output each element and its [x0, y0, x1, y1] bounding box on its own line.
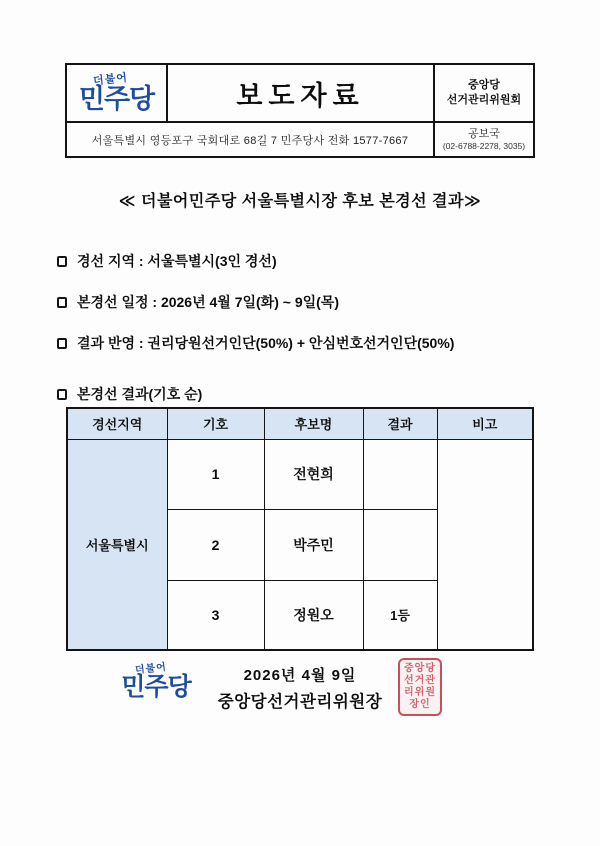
address-label: 서울특별시 영등포구 국회대로 68길 7 민주당사 전화 1577-7667 — [91, 134, 409, 147]
bullet-text: 본경선 결과(기호 순) — [77, 386, 203, 402]
result-cell — [363, 439, 437, 509]
press-release-title: 보도자료 — [236, 80, 365, 111]
footer-date: 2026년 4월 9일 — [243, 667, 357, 684]
number-cell: 2 — [167, 509, 264, 580]
square-bullet-icon — [57, 338, 67, 349]
party-logo-cell — [66, 64, 167, 122]
column-header-note: 비고 — [437, 408, 533, 439]
results-table — [66, 407, 534, 651]
letterhead-table — [65, 63, 535, 158]
footer-signature-block — [205, 664, 395, 712]
bullet-item-region — [57, 251, 277, 271]
seal-text-line: 리위원 — [404, 687, 436, 698]
footer-party-logo-main-label: 민주당 — [121, 673, 191, 701]
bullet-text: 본경선 일정 : 2026년 4월 7일(화) ~ 9일(목) — [77, 294, 339, 310]
committee-cell — [434, 64, 534, 122]
bureau-cell — [434, 122, 534, 157]
column-header-result: 결과 — [363, 408, 437, 439]
document-title: ≪ 더불어민주당 서울특별시장 후보 본경선 결과≫ — [118, 193, 482, 210]
committee-line2: 선거관리위원회 — [446, 94, 522, 106]
party-logo — [78, 71, 155, 114]
region-cell: 서울특별시 — [67, 439, 167, 650]
note-cell — [437, 439, 533, 650]
press-release-title-cell — [167, 64, 434, 122]
official-seal — [398, 658, 442, 716]
column-header-number: 기호 — [167, 408, 264, 439]
table-row — [67, 439, 533, 509]
seal-text-line: 선거관 — [404, 675, 436, 686]
candidate-cell: 정원오 — [264, 580, 363, 650]
candidate-cell: 박주민 — [264, 509, 363, 580]
column-header-region: 경선지역 — [67, 408, 167, 439]
square-bullet-icon — [57, 389, 67, 400]
number-cell: 1 — [167, 439, 264, 509]
address-cell — [66, 122, 434, 157]
seal-text-line: 중앙당 — [404, 663, 436, 674]
party-logo-main-label: 민주당 — [78, 83, 155, 114]
seal-text-line: 장인 — [409, 699, 431, 710]
bullet-item-schedule — [57, 292, 339, 312]
bureau-phone-label: (02-6788-2278, 3035) — [442, 141, 526, 152]
bureau-name-label: 공보국 — [468, 127, 500, 140]
result-cell — [363, 509, 437, 580]
candidate-cell: 전현희 — [264, 439, 363, 509]
column-header-candidate: 후보명 — [264, 408, 363, 439]
result-cell: 1등 — [363, 580, 437, 650]
committee-label — [435, 78, 533, 108]
footer-party-logo-top-label: 더불어 — [134, 661, 168, 677]
square-bullet-icon — [57, 256, 67, 267]
bullet-text: 경선 지역 : 서울특별시(3인 경선) — [77, 253, 277, 269]
committee-line1: 중앙당 — [468, 79, 500, 92]
square-bullet-icon — [57, 297, 67, 308]
footer-party-logo — [114, 661, 198, 701]
bullet-item-method — [57, 333, 454, 353]
party-logo-top-label: 더불어 — [92, 71, 129, 87]
footer-signer: 중앙당선거관리위원장 — [217, 693, 383, 711]
results-table-label — [57, 384, 202, 404]
bullet-text: 결과 반영 : 권리당원선거인단(50%) + 안심번호선거인단(50%) — [77, 335, 455, 351]
number-cell: 3 — [167, 580, 264, 650]
results-table-header-row — [67, 408, 533, 439]
